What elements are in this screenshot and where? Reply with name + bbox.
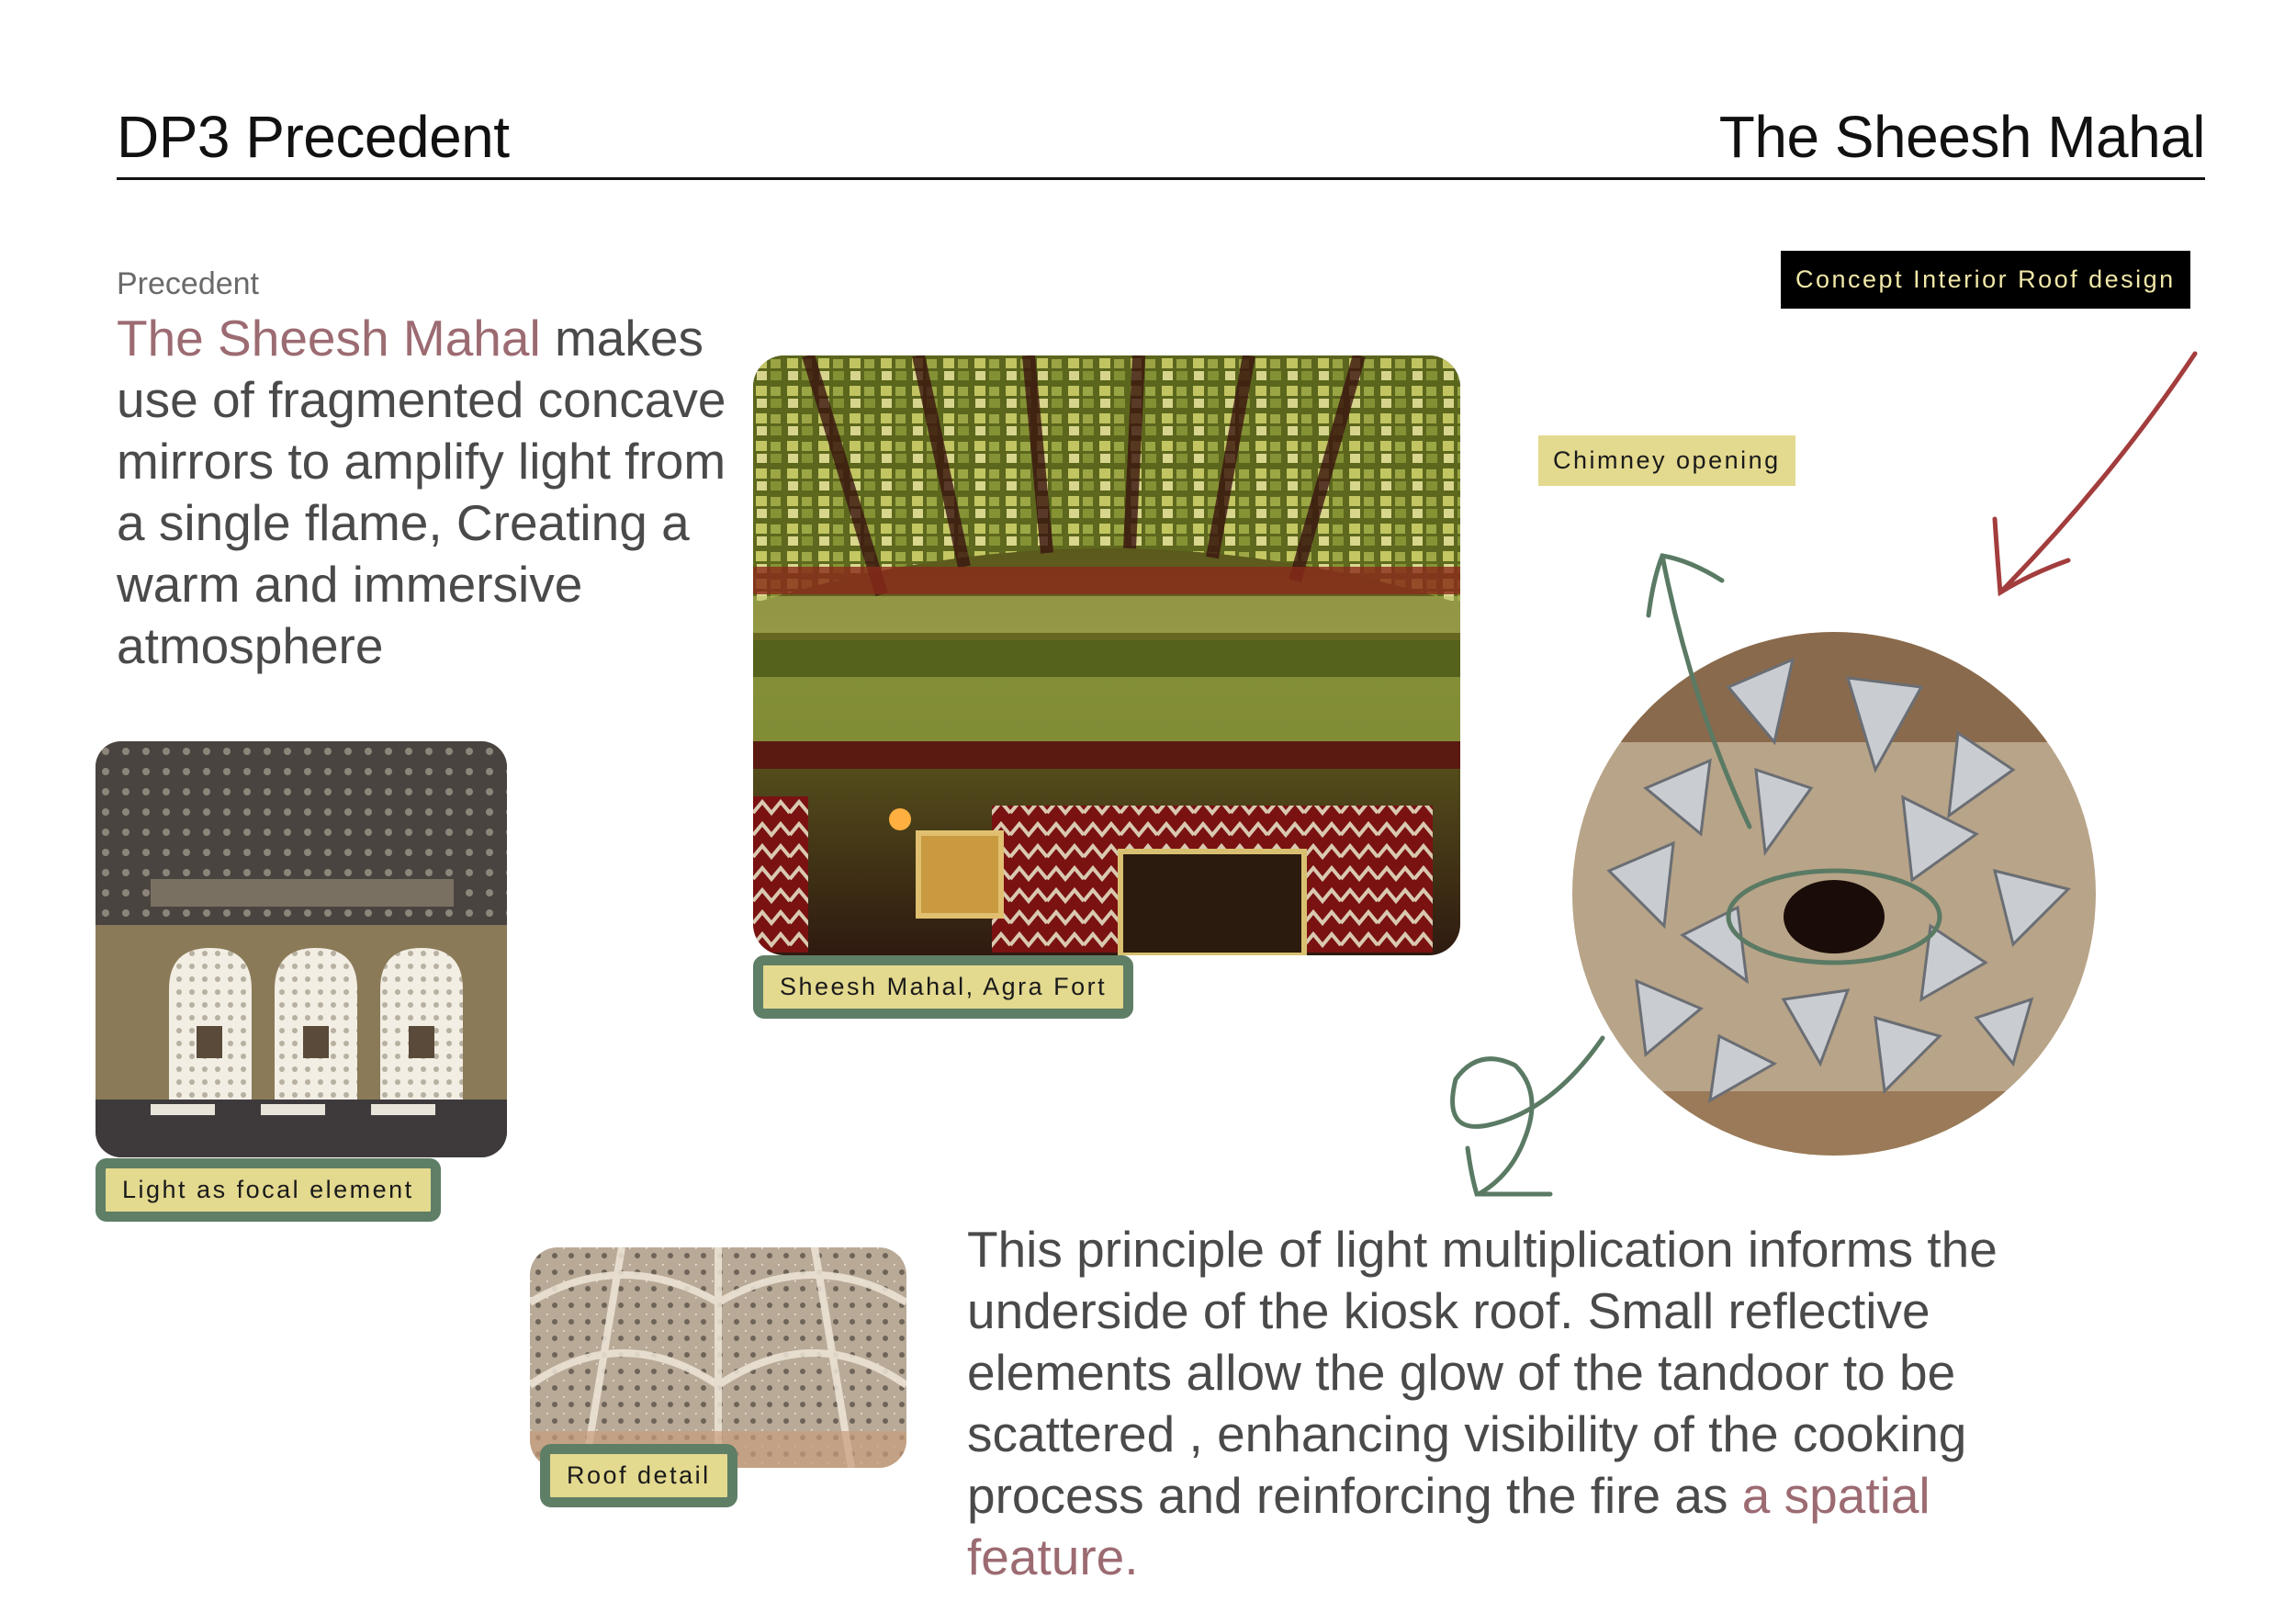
caption-arches: Light as focal element [96,1158,441,1222]
red-arrow-icon [1995,354,2195,592]
concept-roof-model-photo [1572,632,2096,1156]
sheesh-mahal-dome-photo [753,355,1460,955]
page-title-right: The Sheesh Mahal [1718,104,2205,170]
intro-text [117,308,760,677]
caption-concept: Concept Interior Roof design [1781,251,2190,309]
section-kicker: Precedent [117,266,259,301]
caption-dome: Sheesh Mahal, Agra Fort [753,955,1133,1019]
header-divider [117,177,2205,180]
green-loop-arrow-icon [1453,1038,1603,1194]
caption-roof: Roof detail [540,1444,737,1507]
principle-paragraph [967,1219,2097,1588]
caption-chimney: Chimney opening [1538,435,1795,486]
light-arches-photo [96,741,507,1157]
roof-detail-photo [530,1247,906,1468]
page-title-left: DP3 Precedent [117,104,510,170]
paragraph-highlight: a spatial feature. [967,1467,1930,1585]
intro-highlight: The Sheesh Mahal [117,310,541,367]
intro-body: makes use of fragmented concave mirrors to amplify light from a single flame, Creating a warm and immersive atmosphere [117,310,726,674]
paragraph-body: This principle of light multiplication informs the underside of the kiosk roof. Small reflective elements allow the glow of the tandoor to be scattered , enhancing visibility of the cooking process and reinforcing the fire as [967,1221,1998,1524]
